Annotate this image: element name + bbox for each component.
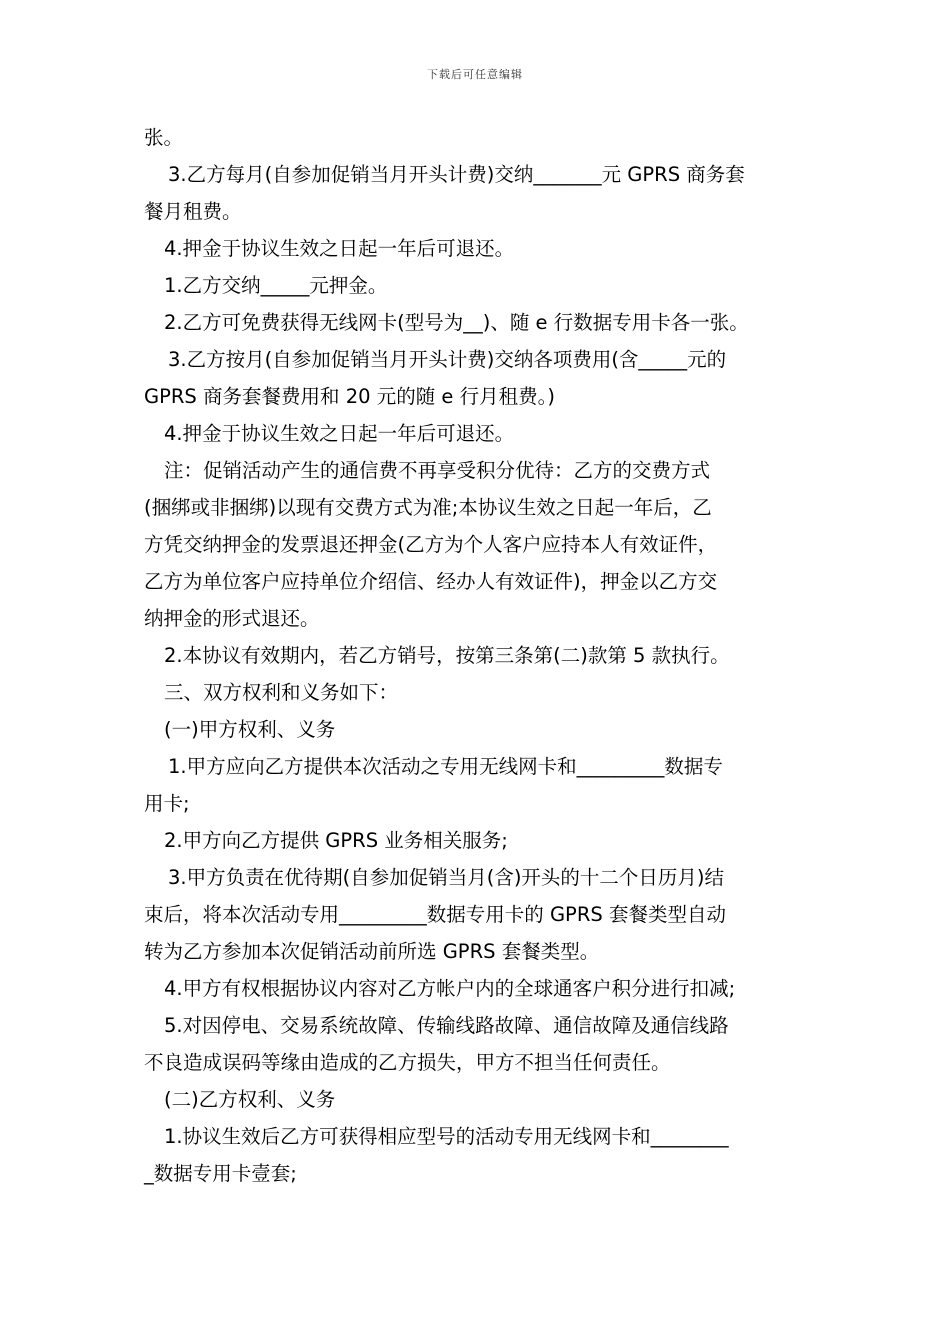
text-line: 张。 bbox=[144, 126, 184, 149]
text-line: 3.乙方每月(自参加促销当月开头计费)交纳_______元 GPRS 商务套 bbox=[168, 163, 745, 186]
text-line: (捆绑或非捆绑)以现有交费方式为准;本协议生效之日起一年后，乙 bbox=[144, 496, 712, 519]
text-line: 不良造成误码等缘由造成的乙方损失，甲方不担当任何责任。 bbox=[144, 1051, 671, 1074]
text-line: 3.甲方负责在优待期(自参加促销当月(含)开头的十二个日历月)结 bbox=[168, 866, 725, 889]
text-line: 束后，将本次活动专用_________数据专用卡的 GPRS 套餐类型自动 bbox=[144, 903, 726, 926]
text-line: 4.甲方有权根据协议内容对乙方帐户内的全球通客户积分进行扣减; bbox=[164, 977, 736, 1000]
text-line: 注：促销活动产生的通信费不再享受积分优待：乙方的交费方式 bbox=[164, 459, 711, 482]
text-line: 用卡; bbox=[144, 792, 190, 815]
text-line: _数据专用卡壹套; bbox=[144, 1162, 297, 1185]
text-line: 方凭交纳押金的发票退还押金(乙方为个人客户应持本人有效证件， bbox=[144, 533, 718, 556]
text-line: 1.协议生效后乙方可获得相应型号的活动专用无线网卡和________ bbox=[164, 1125, 729, 1148]
text-line: 3.乙方按月(自参加促销当月开头计费)交纳各项费用(含_____元的 bbox=[168, 348, 727, 371]
text-line: 纳押金的形式退还。 bbox=[144, 607, 320, 630]
document-body bbox=[144, 119, 812, 1192]
text-line: (二)乙方权利、义务 bbox=[164, 1088, 336, 1111]
text-line: 乙方为单位客户应持单位介绍信、经办人有效证件)，押金以乙方交 bbox=[144, 570, 718, 593]
text-line: 1.乙方交纳_____元押金。 bbox=[164, 274, 388, 297]
text-line: 三、双方权利和义务如下： bbox=[164, 681, 399, 704]
text-line: 1.甲方应向乙方提供本次活动之专用无线网卡和_________数据专 bbox=[168, 755, 723, 778]
text-line: 4.押金于协议生效之日起一年后可退还。 bbox=[164, 237, 515, 260]
page-header: 下载后可任意编辑 bbox=[427, 68, 523, 81]
text-line: 4.押金于协议生效之日起一年后可退还。 bbox=[164, 422, 515, 445]
text-line: (一)甲方权利、义务 bbox=[164, 718, 336, 741]
text-line: 2.乙方可免费获得无线网卡(型号为__)、随 e 行数据专用卡各一张。 bbox=[164, 311, 749, 334]
text-line: 5.对因停电、交易系统故障、传输线路故障、通信故障及通信线路 bbox=[164, 1014, 729, 1037]
text-line: 餐月租费。 bbox=[144, 200, 242, 223]
text-line: 2.本协议有效期内，若乙方销号，按第三条第(二)款第 5 款执行。 bbox=[164, 644, 730, 667]
text-line: 2.甲方向乙方提供 GPRS 业务相关服务; bbox=[164, 829, 508, 852]
text-line: GPRS 商务套餐费用和 20 元的随 e 行月租费。) bbox=[144, 385, 555, 408]
text-line: 转为乙方参加本次促销活动前所选 GPRS 套餐类型。 bbox=[144, 940, 600, 963]
